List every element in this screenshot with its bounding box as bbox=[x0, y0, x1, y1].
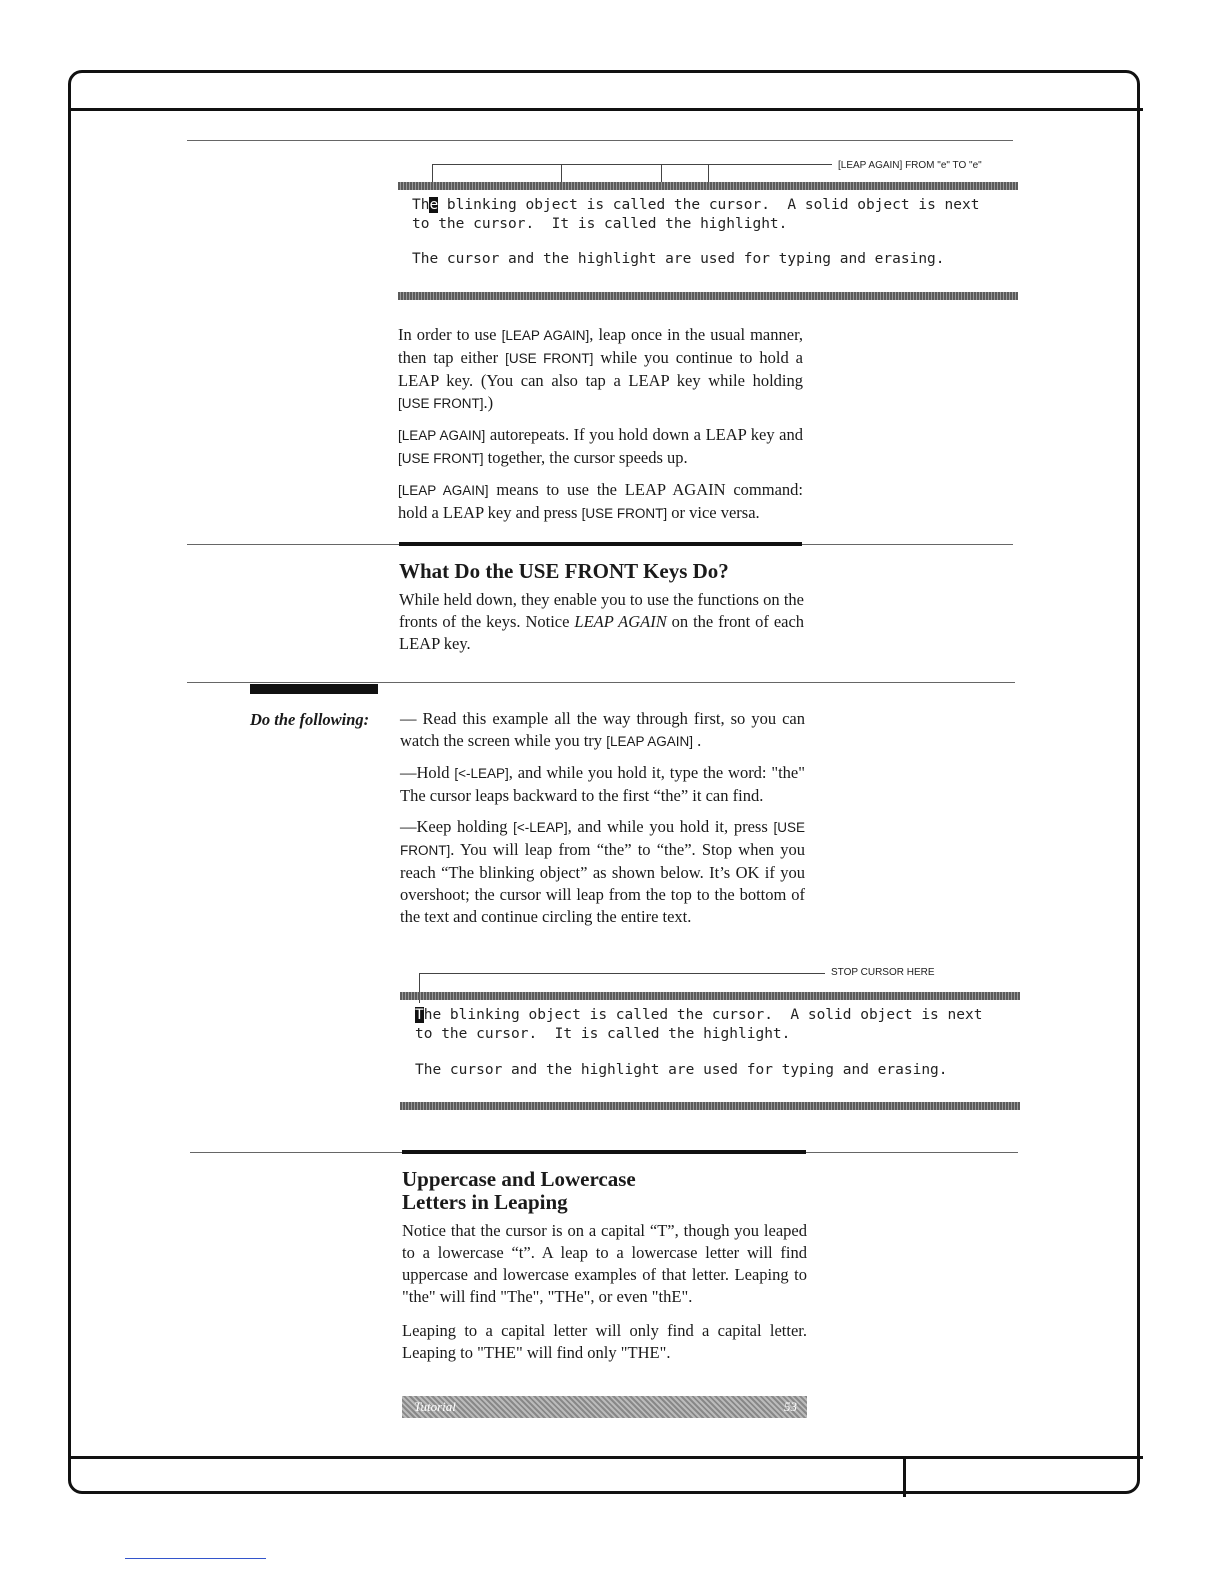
step bbox=[400, 816, 805, 928]
screen-example-1 bbox=[398, 182, 1018, 304]
screen-bottom-bar bbox=[398, 292, 1018, 300]
text: autorepeats. If you hold down a LEAP key and bbox=[489, 425, 804, 444]
text: . You will leap from “the” to “the”. Stop when you reach “The blinking object” as shown below. It’s OK if you overshoot; the cursor will leap from the top to the bottom of the text and continue circling the entire text. bbox=[400, 840, 805, 926]
key-name: [LEAP AGAIN] bbox=[398, 483, 489, 498]
screen-example-2 bbox=[400, 992, 1020, 1112]
screen-text: he blinking object is called the cursor. A solid object is next bbox=[423, 1007, 983, 1023]
text-cursor: T bbox=[415, 1007, 424, 1023]
screen-text: Th bbox=[412, 197, 430, 213]
step bbox=[400, 762, 805, 807]
callout-tick bbox=[561, 164, 562, 184]
text: — Read this example all the way through first, so you can watch the screen while you try bbox=[400, 709, 805, 750]
text: means to use the LEAP AGAIN command: hold a LEAP key and press bbox=[398, 480, 803, 522]
paragraph bbox=[398, 479, 803, 525]
callout-leap-again: [LEAP AGAIN] FROM "e" TO "e" bbox=[838, 160, 982, 171]
section-use-front bbox=[399, 560, 804, 664]
text: .) bbox=[483, 393, 494, 412]
step bbox=[400, 708, 805, 753]
key-name: [LEAP AGAIN] bbox=[606, 734, 693, 749]
paragraph bbox=[399, 589, 804, 655]
key-name: [LEAP AGAIN] bbox=[501, 328, 590, 343]
callout-stop-cursor: STOP CURSOR HERE bbox=[831, 967, 935, 978]
frame-bottom-divider bbox=[903, 1457, 906, 1497]
text: on the front of each LEAP key. bbox=[399, 612, 805, 653]
section-rule bbox=[187, 140, 1013, 141]
screen-line: to the cursor. It is called the highlight. bbox=[412, 216, 788, 232]
screen-top-bar bbox=[400, 992, 1020, 1000]
text: , leap once in the usual manner, then tap either bbox=[398, 325, 804, 367]
heading-bar bbox=[402, 1150, 806, 1154]
screen-line bbox=[412, 196, 1018, 215]
italic-text: LEAP AGAIN bbox=[574, 612, 667, 631]
screen-text: blinking object is called the cursor. A solid object is next bbox=[438, 197, 980, 213]
paragraph: Leaping to a capital letter will only find a capital letter. Leaping to "THE" will find only "THE". bbox=[402, 1321, 807, 1362]
callout-tick bbox=[432, 164, 433, 184]
text: . bbox=[697, 731, 702, 750]
key-name: [LEAP AGAIN] bbox=[398, 428, 486, 443]
text: or vice versa. bbox=[671, 503, 760, 522]
heading-bar bbox=[399, 542, 802, 546]
key-name: [<-LEAP] bbox=[454, 766, 509, 781]
key-name: [<-LEAP] bbox=[513, 820, 568, 835]
side-label: Do the following: bbox=[250, 710, 370, 729]
steps-text bbox=[400, 708, 805, 937]
callout-tick bbox=[708, 164, 709, 184]
text: , and while you hold it, press bbox=[567, 817, 768, 836]
section-tab bbox=[250, 684, 378, 694]
paragraph: Notice that the cursor is on a capital “T”, though you leaped to a lowercase “t”. A leap to a lowercase letter will find uppercase and lowercase examples of that letter. Leaping to "the" will find "The", "THe", or even "thE". bbox=[402, 1221, 807, 1306]
key-name: [USE FRONT] bbox=[398, 451, 484, 466]
paragraph bbox=[398, 424, 803, 470]
screen-bottom-bar bbox=[400, 1102, 1020, 1110]
heading-line: Uppercase and Lowercase bbox=[402, 1167, 636, 1191]
text: , and while you hold it, type the word: "the" The cursor leaps backward to the first “the” it can find. bbox=[400, 763, 805, 805]
key-name: [USE FRONT] bbox=[398, 396, 484, 411]
text-cursor: e bbox=[429, 197, 439, 213]
footer-strip bbox=[402, 1396, 807, 1418]
screen-line: The cursor and the highlight are used for typing and erasing. bbox=[412, 251, 945, 267]
text: —Keep holding bbox=[400, 817, 508, 836]
callout-leader bbox=[432, 164, 832, 165]
text: While held down, they enable you to use the functions on the fronts of the keys. Notice bbox=[399, 590, 804, 631]
heading-line: Letters in Leaping bbox=[402, 1190, 568, 1214]
intro-text bbox=[398, 324, 803, 534]
screen-line: to the cursor. It is called the highlight. bbox=[415, 1026, 791, 1042]
frame-bottom-rule bbox=[68, 1456, 1143, 1459]
screen-line: The cursor and the highlight are used for typing and erasing. bbox=[415, 1062, 948, 1078]
link-underline[interactable] bbox=[125, 1558, 266, 1559]
text: In order to use bbox=[398, 325, 497, 344]
section-rule bbox=[187, 682, 1015, 683]
paragraph bbox=[398, 324, 803, 415]
key-name: [USE FRONT] bbox=[581, 506, 668, 521]
text: together, the cursor speeds up. bbox=[487, 448, 688, 467]
screen-top-bar bbox=[398, 182, 1018, 190]
key-name: [USE FRONT] bbox=[400, 820, 805, 858]
section-heading: What Do the USE FRONT Keys Do? bbox=[399, 559, 729, 583]
callout-leader bbox=[419, 973, 825, 974]
section-heading bbox=[402, 1168, 807, 1214]
section-case bbox=[402, 1168, 807, 1373]
page-number: 53 bbox=[784, 1399, 797, 1414]
key-name: [USE FRONT] bbox=[505, 351, 594, 366]
text: —Hold bbox=[400, 763, 450, 782]
text: while you continue to hold a LEAP key. (You can also tap a LEAP key while holding bbox=[398, 348, 803, 390]
callout-tick bbox=[661, 164, 662, 184]
frame-top-rule bbox=[68, 108, 1143, 111]
footer-label: Tutorial bbox=[414, 1399, 456, 1414]
screen-line bbox=[415, 1006, 1020, 1025]
